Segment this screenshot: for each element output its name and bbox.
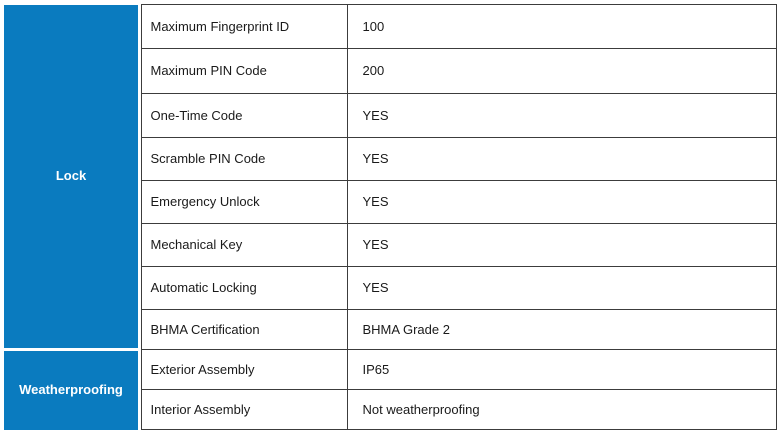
feature-value: YES — [347, 94, 776, 138]
feature-value: BHMA Grade 2 — [347, 310, 776, 350]
feature-label: Interior Assembly — [141, 390, 347, 430]
table-row — [4, 5, 776, 49]
feature-label: Emergency Unlock — [141, 181, 347, 224]
feature-label: Exterior Assembly — [141, 350, 347, 390]
feature-label: BHMA Certification — [141, 310, 347, 350]
feature-value: YES — [347, 138, 776, 181]
feature-value: YES — [347, 181, 776, 224]
category-weatherproofing: Weatherproofing — [4, 350, 138, 430]
feature-value: 100 — [347, 5, 776, 49]
table-row — [4, 350, 776, 390]
spec-table — [4, 4, 777, 430]
feature-value: YES — [347, 224, 776, 267]
feature-label: Mechanical Key — [141, 224, 347, 267]
feature-label: Scramble PIN Code — [141, 138, 347, 181]
feature-label: Automatic Locking — [141, 267, 347, 310]
feature-value: IP65 — [347, 350, 776, 390]
feature-value: YES — [347, 267, 776, 310]
feature-label: One-Time Code — [141, 94, 347, 138]
feature-label: Maximum PIN Code — [141, 49, 347, 94]
feature-value: Not weatherproofing — [347, 390, 776, 430]
feature-label: Maximum Fingerprint ID — [141, 5, 347, 49]
category-lock: Lock — [4, 5, 138, 350]
feature-value: 200 — [347, 49, 776, 94]
